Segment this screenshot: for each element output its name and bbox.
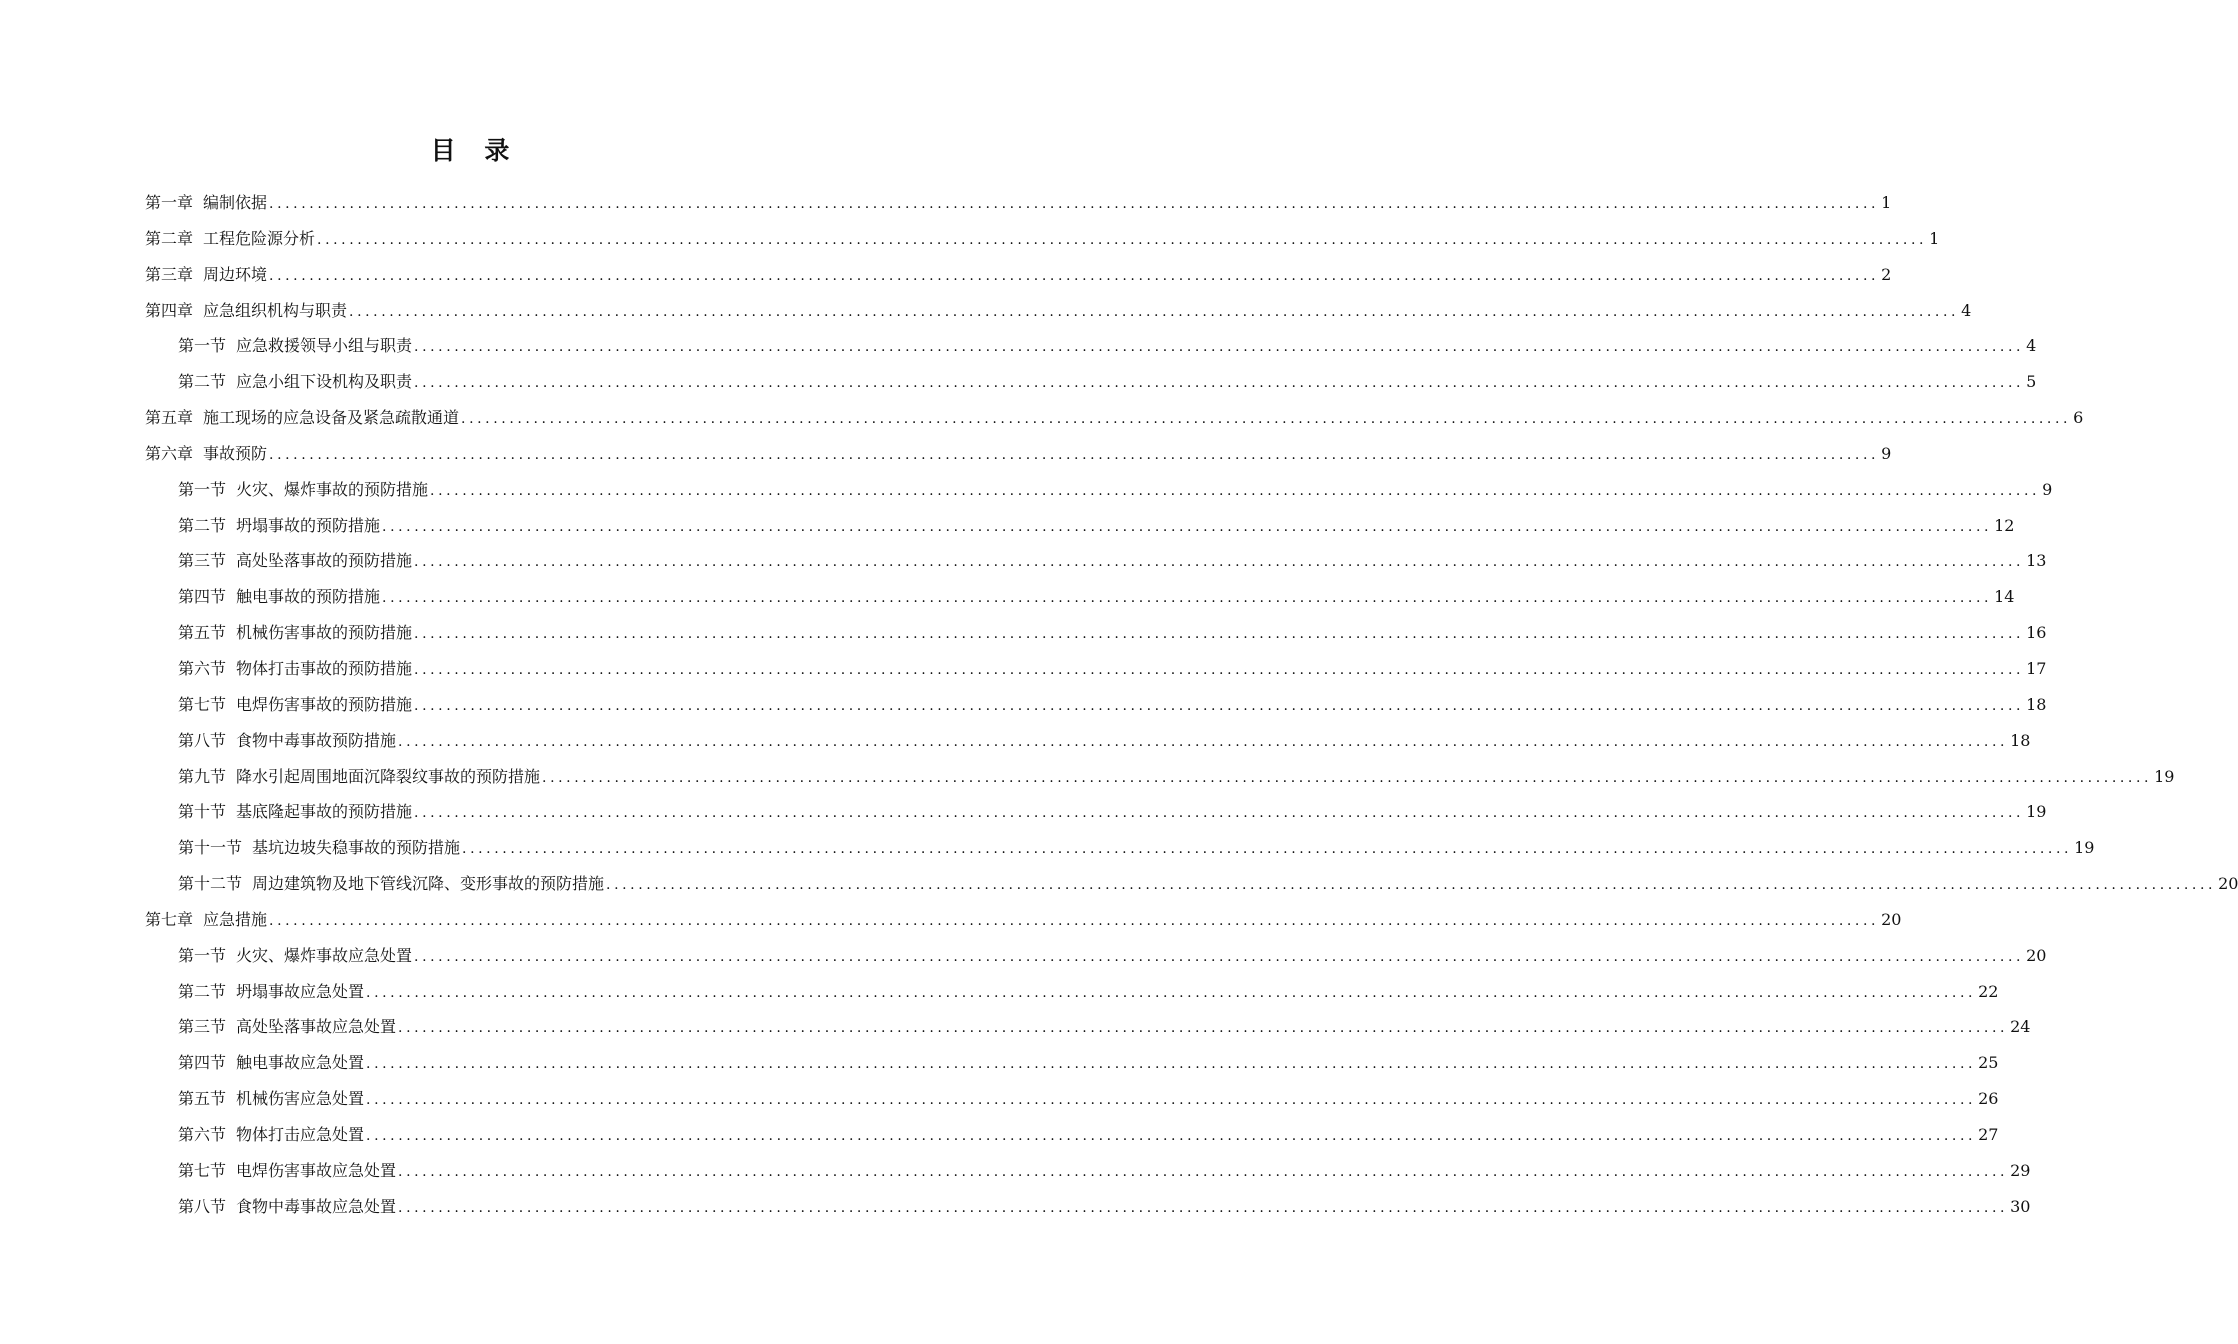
toc-entry[interactable] [0,185,1892,221]
toc-entry-title: 周边环境 [203,264,268,284]
toc-entry-page: 12 [1994,515,2015,535]
toc-entry-page: 1 [1881,193,1892,212]
toc-entry-number: 第二节 [178,372,227,392]
toc-entry-number: 第四章 [145,300,194,320]
toc-entry-title: 降水引起周围地面沉降裂纹事故的预防措施 [236,766,541,786]
toc-dot-leader: ........................................................................................................................................................................................................ [414,661,2025,678]
toc-entry-number: 第六章 [145,443,194,463]
toc-entry-number: 第一节 [178,945,227,965]
toc-entry-number: 第九节 [178,766,227,786]
toc-entry-title: 基坑边坡失稳事故的预防措施 [252,838,461,858]
toc-dot-leader: ........................................................................................................................................................................................................ [398,1020,2009,1037]
toc-dot-leader: ........................................................................................................................................................................................................ [366,1056,1977,1073]
toc-entry-page: 4 [1961,300,1972,320]
toc-entry-number: 第二章 [145,228,194,248]
toc-entry-number: 第一章 [145,193,194,212]
toc-entry[interactable] [0,364,2037,400]
toc-entry[interactable] [0,687,2047,723]
toc-entry-number: 第七节 [178,1160,227,1180]
toc-entry[interactable] [0,1189,2031,1225]
toc-entry-number: 第三节 [178,551,227,571]
toc-entry-title: 周边建筑物及地下管线沉降、变形事故的预防措施 [252,874,605,894]
toc-dot-leader: ........................................................................................................................................................................................................ [414,626,2025,643]
toc-list [0,185,2238,1224]
toc-entry-page: 13 [2026,551,2047,571]
toc-dot-leader: ........................................................................................................................................................................................................ [382,518,1993,535]
toc-entry-page: 9 [1881,443,1892,463]
toc-entry-page: 16 [2026,623,2047,643]
toc-entry[interactable] [0,508,2015,544]
toc-entry[interactable] [0,723,2031,759]
toc-entry[interactable] [0,615,2047,651]
toc-entry-page: 19 [2074,838,2095,858]
toc-dot-leader: ........................................................................................................................................................................................................ [269,196,1880,212]
toc-entry-title: 坍塌事故的预防措施 [236,515,381,535]
toc-entry-number: 第七节 [178,694,227,714]
toc-entry-page: 20 [2026,945,2047,965]
toc-entry-page: 9 [2042,479,2053,499]
toc-entry-number: 第二节 [178,981,227,1001]
toc-entry[interactable] [0,866,2238,902]
toc-entry-number: 第三节 [178,1017,227,1037]
toc-entry-title: 编制依据 [203,193,268,212]
toc-title: 目 录 [430,136,520,165]
toc-entry-title: 应急救援领导小组与职责 [236,336,413,356]
toc-entry-title: 物体打击应急处置 [236,1124,365,1144]
toc-entry[interactable] [0,400,2084,436]
toc-entry-page: 14 [1994,587,2015,607]
toc-dot-leader: ........................................................................................................................................................................................................ [606,877,2217,894]
toc-entry-title: 火灾、爆炸事故应急处置 [236,945,413,965]
toc-entry-page: 24 [2010,1017,2031,1037]
toc-entry[interactable] [0,651,2047,687]
toc-entry-number: 第八节 [178,1196,227,1216]
toc-entry-number: 第五节 [178,623,227,643]
toc-entry-number: 第一节 [178,336,227,356]
toc-entry-number: 第一节 [178,479,227,499]
toc-dot-leader: ........................................................................................................................................................................................................ [414,375,2025,392]
toc-entry-title: 工程危险源分析 [203,228,316,248]
toc-entry-page: 17 [2026,658,2047,678]
toc-entry-title: 施工现场的应急设备及紧急疏散通道 [203,408,460,428]
toc-dot-leader: ........................................................................................................................................................................................................ [398,733,2009,750]
toc-entry-page: 4 [2026,336,2037,356]
toc-entry-title: 事故预防 [203,443,268,463]
toc-entry-number: 第三章 [145,264,194,284]
toc-entry-page: 2 [1881,264,1892,284]
toc-entry-page: 20 [2218,874,2238,894]
toc-entry-number: 第五节 [178,1089,227,1109]
toc-entry[interactable] [0,1117,1999,1153]
toc-entry-page: 18 [2026,694,2047,714]
toc-entry-page: 18 [2010,730,2031,750]
toc-entry-page: 6 [2073,408,2084,428]
toc-entry-title: 坍塌事故应急处置 [236,981,365,1001]
toc-entry[interactable] [0,759,2175,795]
toc-entry-number: 第二节 [178,515,227,535]
toc-entry[interactable] [0,1153,2031,1189]
toc-entry-number: 第五章 [145,408,194,428]
toc-entry-page: 1 [1929,228,1940,248]
toc-entry[interactable] [0,1045,1999,1081]
toc-entry-number: 第十节 [178,802,227,822]
toc-dot-leader: ........................................................................................................................................................................................................ [382,590,1993,607]
toc-entry-number: 第八节 [178,730,227,750]
toc-entry[interactable] [0,902,1902,938]
toc-entry[interactable] [0,221,1940,257]
toc-dot-leader: ........................................................................................................................................................................................................ [414,339,2025,356]
toc-entry[interactable] [0,1009,2031,1045]
toc-entry-page: 19 [2026,802,2047,822]
toc-entry[interactable] [0,794,2047,830]
toc-entry-page: 20 [1881,909,1902,929]
toc-entry[interactable] [0,974,1999,1010]
toc-dot-leader: ........................................................................................................................................................................................................ [430,482,2041,499]
toc-entry-number: 第四节 [178,587,227,607]
toc-entry-title: 触电事故的预防措施 [236,587,381,607]
toc-entry-page: 27 [1978,1124,1999,1144]
toc-entry-number: 第十一节 [178,838,243,858]
toc-dot-leader: ........................................................................................................................................................................................................ [366,984,1977,1001]
toc-entry[interactable] [0,543,2047,579]
toc-entry[interactable] [0,579,2015,615]
toc-entry-title: 应急措施 [203,909,268,929]
toc-dot-leader: ........................................................................................................................................................................................................ [414,948,2025,965]
toc-dot-leader: ........................................................................................................................................................................................................ [461,411,2072,428]
toc-entry-page: 22 [1978,981,1999,1001]
toc-entry-number: 第七章 [145,909,194,929]
toc-entry-number: 第十二节 [178,874,243,894]
toc-dot-leader: ........................................................................................................................................................................................................ [317,231,1928,248]
toc-entry-title: 高处坠落事故的预防措施 [236,551,413,571]
toc-entry-title: 物体打击事故的预防措施 [236,658,413,678]
toc-entry-title: 应急小组下设机构及职责 [236,372,413,392]
toc-dot-leader: ........................................................................................................................................................................................................ [414,697,2025,714]
toc-dot-leader: ........................................................................................................................................................................................................ [269,912,1880,929]
toc-entry-title: 应急组织机构与职责 [203,300,348,320]
toc-entry[interactable] [0,938,2047,974]
toc-entry-title: 电焊伤害事故的预防措施 [236,694,413,714]
toc-entry[interactable] [0,257,1892,293]
toc-entry[interactable] [0,328,2037,364]
toc-entry-title: 机械伤害应急处置 [236,1089,365,1109]
toc-entry[interactable] [0,472,2053,508]
toc-entry[interactable] [0,436,1892,472]
toc-entry-number: 第四节 [178,1053,227,1073]
toc-dot-leader: ........................................................................................................................................................................................................ [414,805,2025,822]
toc-entry-page: 25 [1978,1053,1999,1073]
toc-entry-title: 高处坠落事故应急处置 [236,1017,397,1037]
toc-entry[interactable] [0,830,2095,866]
toc-dot-leader: ........................................................................................................................................................................................................ [398,1199,2009,1216]
toc-dot-leader: ........................................................................................................................................................................................................ [414,554,2025,571]
toc-dot-leader: ........................................................................................................................................................................................................ [366,1092,1977,1109]
toc-dot-leader: ........................................................................................................................................................................................................ [462,841,2073,858]
toc-entry[interactable] [0,293,1972,329]
toc-dot-leader: ........................................................................................................................................................................................................ [398,1163,2009,1180]
toc-entry-title: 电焊伤害事故应急处置 [236,1160,397,1180]
toc-entry-number: 第六节 [178,1124,227,1144]
toc-entry-title: 食物中毒事故预防措施 [236,730,397,750]
toc-entry-title: 食物中毒事故应急处置 [236,1196,397,1216]
toc-entry-title: 触电事故应急处置 [236,1053,365,1073]
toc-dot-leader: ........................................................................................................................................................................................................ [349,303,1960,320]
toc-entry-page: 26 [1978,1089,1999,1109]
toc-entry-page: 19 [2154,766,2175,786]
toc-dot-leader: ........................................................................................................................................................................................................ [366,1127,1977,1144]
toc-entry-page: 29 [2010,1160,2031,1180]
toc-entry-page: 30 [2010,1196,2031,1216]
toc-entry[interactable] [0,1081,1999,1117]
toc-entry-title: 机械伤害事故的预防措施 [236,623,413,643]
toc-dot-leader: ........................................................................................................................................................................................................ [269,267,1880,284]
toc-dot-leader: ........................................................................................................................................................................................................ [269,446,1880,463]
toc-entry-title: 火灾、爆炸事故的预防措施 [236,479,429,499]
toc-dot-leader: ........................................................................................................................................................................................................ [542,769,2153,786]
toc-entry-page: 5 [2026,372,2037,392]
toc-entry-title: 基底隆起事故的预防措施 [236,802,413,822]
toc-entry-number: 第六节 [178,658,227,678]
